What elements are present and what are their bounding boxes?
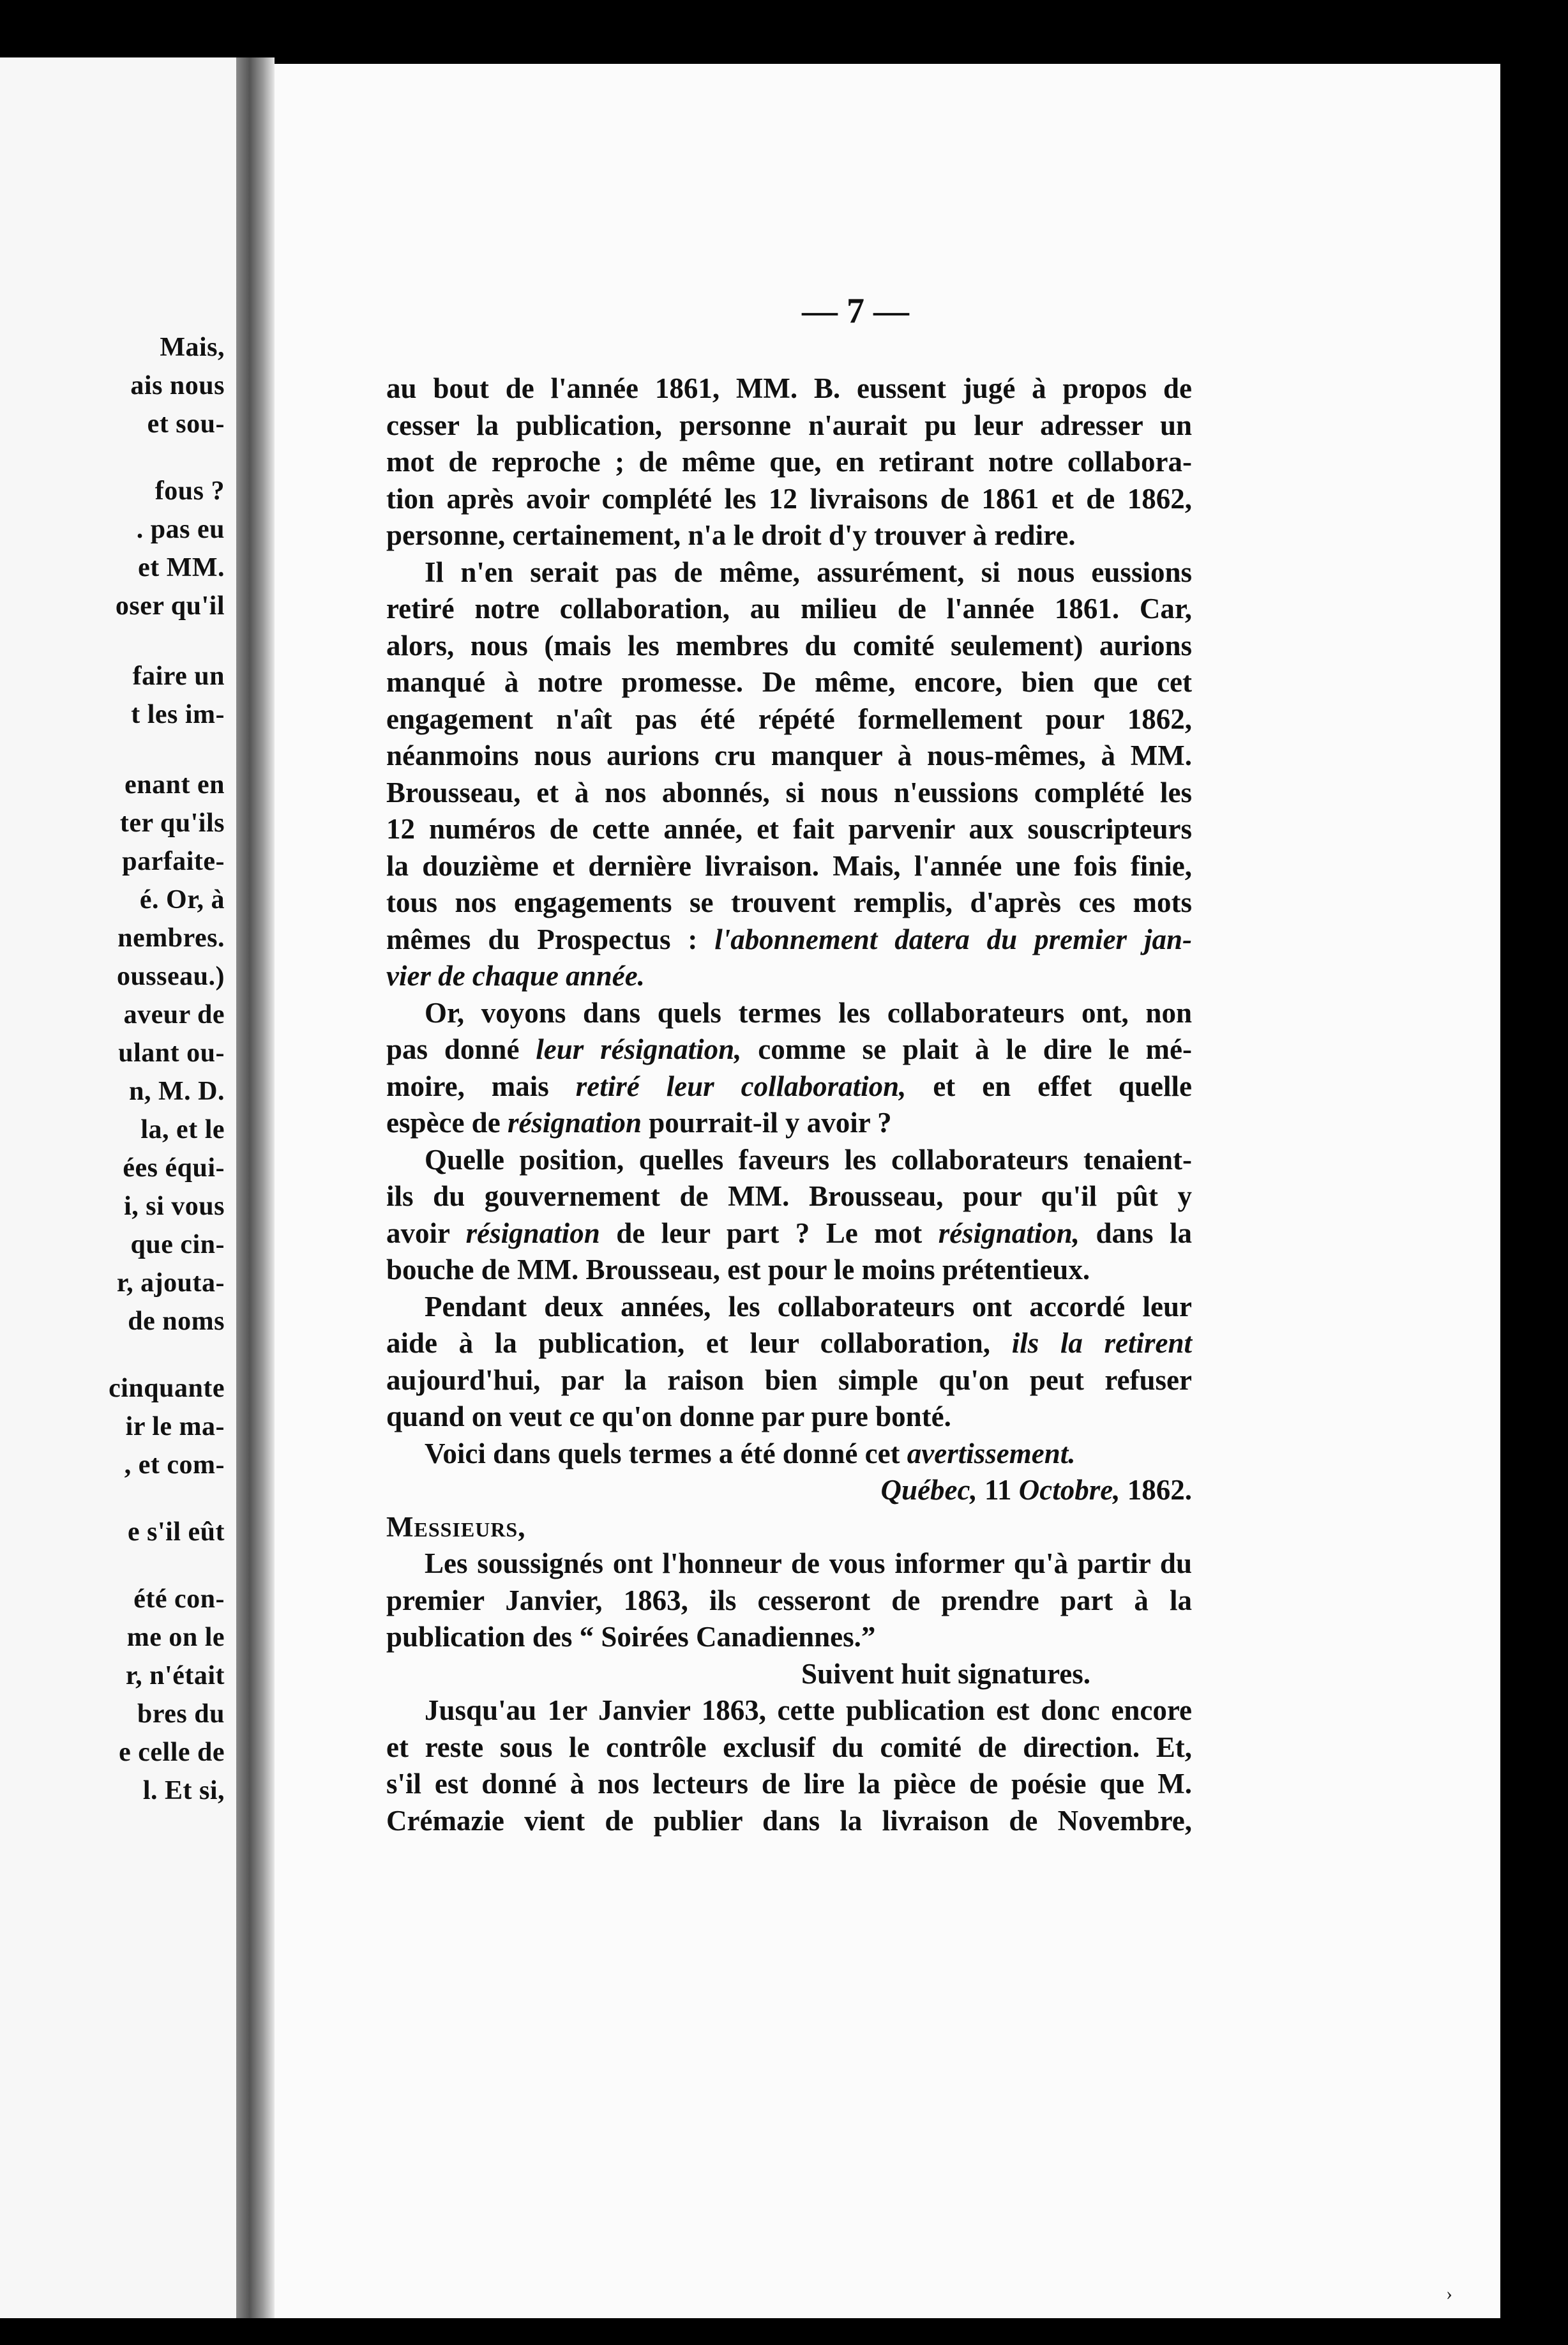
- text-line: alors, nous (mais les membres du comité seulement) aurions: [386, 629, 1192, 662]
- text-line: Il n'en serait pas de même, assurément, si nous eussions: [425, 556, 1192, 588]
- left-page-line: ir le ma-: [125, 1412, 225, 1441]
- italic-run: ils la retirent: [1011, 1327, 1192, 1359]
- text-line: aujourd'hui, par la raison bien simple qu'on peut refuser: [386, 1363, 1192, 1396]
- left-page-line: ées équi-: [123, 1153, 225, 1183]
- text-run: comme se plait à le dire le mé-: [758, 1033, 1192, 1065]
- text-line: Pendant deux années, les collaborateurs ont accordé leur: [425, 1290, 1192, 1323]
- left-page-line: Mais,: [160, 333, 225, 362]
- text-line: retiré notre collaboration, au milieu de l'année 1861. Car,: [386, 593, 1192, 625]
- text-run: de leur part ? Le mot: [616, 1217, 923, 1249]
- text-run: Voici dans quels termes a été donné cet: [425, 1437, 900, 1469]
- text-run: dans la: [1096, 1217, 1193, 1249]
- italic-run: Octobre,: [1018, 1474, 1120, 1506]
- text-line: cesser la publication, personne n'aurait pu leur adresser un: [386, 409, 1192, 441]
- left-page-line: e celle de: [119, 1738, 225, 1767]
- left-page-line: que cin-: [130, 1230, 225, 1259]
- text-line: quand on veut ce qu'on donne par pure bonté.: [386, 1400, 951, 1432]
- left-page-line: la, et le: [140, 1115, 225, 1144]
- left-page-line: me on le: [126, 1623, 225, 1652]
- text-run: moire, mais: [386, 1070, 549, 1102]
- left-page-line: bres du: [137, 1699, 225, 1729]
- left-page-line: et sou-: [147, 409, 225, 439]
- text-run: 1862.: [1127, 1474, 1192, 1506]
- page-speck: ›: [1446, 2283, 1452, 2304]
- text-line: la douzième et dernière livraison. Mais, l'année une fois finie,: [386, 849, 1192, 882]
- text-line: tous nos engagements se trouvent remplis, d'après ces mots: [386, 886, 1192, 918]
- page-number: — 7 —: [802, 291, 909, 331]
- text-line: publication des “ Soirées Canadiennes.”: [386, 1621, 876, 1653]
- main-page: [275, 64, 1500, 2318]
- italic-run: résignation: [465, 1217, 600, 1249]
- left-page-line: oser qu'il: [115, 591, 225, 621]
- italic-run: Québec,: [880, 1474, 977, 1506]
- left-page-line: ousseau.): [116, 962, 225, 991]
- text-line: [386, 922, 1192, 959]
- italic-run: l'abonnement datera du premier jan-: [714, 923, 1192, 955]
- text-line: Les soussignés ont l'honneur de vous informer qu'à partir du: [425, 1547, 1192, 1579]
- left-page-line: i, si vous: [124, 1192, 225, 1221]
- italic-run: leur résignation,: [536, 1033, 742, 1065]
- text-line: Crémazie vient de publier dans la livraison de Novembre,: [386, 1804, 1192, 1837]
- text-line: bouche de MM. Brousseau, est pour le moins prétentieux.: [386, 1254, 1090, 1286]
- left-page-line: e s'il eût: [128, 1517, 225, 1547]
- left-page-line: et MM.: [138, 553, 225, 582]
- text-line: Jusqu'au 1er Janvier 1863, cette publication est donc encore: [425, 1694, 1192, 1726]
- text-line: vier de chaque année.: [386, 960, 645, 992]
- text-line: [386, 1068, 1192, 1105]
- italic-run: avertissement.: [907, 1437, 1076, 1469]
- text-run: avoir: [386, 1217, 450, 1249]
- left-page-line: faire un: [132, 662, 225, 691]
- left-page-line: n, M. D.: [129, 1077, 225, 1106]
- left-page-line: fous ?: [155, 476, 225, 506]
- left-page-line: l. Et si,: [142, 1776, 225, 1805]
- left-page-line: ter qu'ils: [119, 808, 225, 838]
- text-run: espèce de: [386, 1107, 501, 1139]
- text-run: et en effet quelle: [933, 1070, 1193, 1102]
- text-line: premier Janvier, 1863, ils cesseront de prendre part à la: [386, 1584, 1192, 1616]
- text-line: Quelle position, quelles faveurs les collaborateurs tenaient-: [425, 1143, 1192, 1176]
- left-page-line: ulant ou-: [118, 1038, 225, 1068]
- left-facing-page: [0, 57, 236, 2318]
- left-page-line: enant en: [124, 770, 225, 800]
- signatures-note: Suivent huit signatures.: [801, 1657, 1091, 1690]
- text-run: aide à la publication, et leur collaboration,: [386, 1327, 991, 1359]
- text-run: mêmes du Prospectus :: [386, 923, 698, 955]
- left-page-line: été con-: [133, 1584, 225, 1614]
- text-line: s'il est donné à nos lecteurs de lire la pièce de poésie que M.: [386, 1768, 1192, 1800]
- text-run: 11: [984, 1474, 1012, 1506]
- left-page-line: r, n'était: [125, 1661, 225, 1690]
- text-run: pas donné: [386, 1033, 520, 1065]
- left-page-line: cinquante: [109, 1374, 225, 1403]
- text-line: néanmoins nous aurions cru manquer à nous-mêmes, à MM.: [386, 740, 1192, 771]
- left-page-line: r, ajouta-: [116, 1268, 225, 1298]
- text-line: Or, voyons dans quels termes les collaborateurs ont, non: [425, 996, 1192, 1029]
- italic-run: résignation: [507, 1107, 642, 1139]
- left-page-line: nembres.: [117, 923, 225, 953]
- text-line: au bout de l'année 1861, MM. B. eussent jugé à propos de: [386, 372, 1192, 404]
- text-line: 12 numéros de cette année, et fait parvenir aux souscripteurs: [386, 813, 1192, 845]
- text-line: [386, 1105, 1192, 1142]
- text-line: engagement n'aît pas été répété formellement pour 1862,: [386, 702, 1192, 735]
- text-line: tion après avoir complété les 12 livraisons de 1861 et de 1862,: [386, 482, 1192, 515]
- left-page-line: parfaite-: [122, 847, 225, 876]
- text-line: manqué à notre promesse. De même, encore, bien que cet: [386, 666, 1192, 698]
- book-gutter: [236, 57, 275, 2318]
- text-line: ils du gouvernement de MM. Brousseau, pour qu'il pût y: [386, 1180, 1192, 1212]
- text-line: [386, 1325, 1192, 1362]
- body-text: [386, 370, 1192, 1839]
- left-page-line: ais nous: [130, 371, 225, 400]
- left-page-line: aveur de: [123, 1000, 225, 1029]
- italic-run: retiré leur collaboration,: [575, 1070, 907, 1102]
- salutation: Messieurs,: [386, 1510, 526, 1543]
- text-line: personne, certainement, n'a le droit d'y trouver à redire.: [386, 519, 1076, 551]
- text-line: [386, 1215, 1192, 1252]
- text-run: pourrait-il y avoir ?: [649, 1107, 892, 1139]
- text-line: Brousseau, et à nos abonnés, si nous n'eussions complété les: [386, 776, 1192, 808]
- text-line: et reste sous le contrôle exclusif du comité de direction. Et,: [386, 1731, 1192, 1763]
- text-line: [386, 1436, 1192, 1473]
- left-page-line: t les im-: [131, 700, 225, 729]
- left-page-line: de noms: [128, 1307, 225, 1336]
- left-page-line: é. Or, à: [139, 885, 225, 914]
- left-page-line: , et com-: [124, 1450, 225, 1480]
- dateline: [386, 1472, 1192, 1509]
- text-line: [386, 1031, 1192, 1068]
- left-page-line: . pas eu: [136, 515, 225, 544]
- italic-run: résignation,: [938, 1217, 1080, 1249]
- text-line: mot de reproche ; de même que, en retirant notre collabora-: [386, 446, 1192, 478]
